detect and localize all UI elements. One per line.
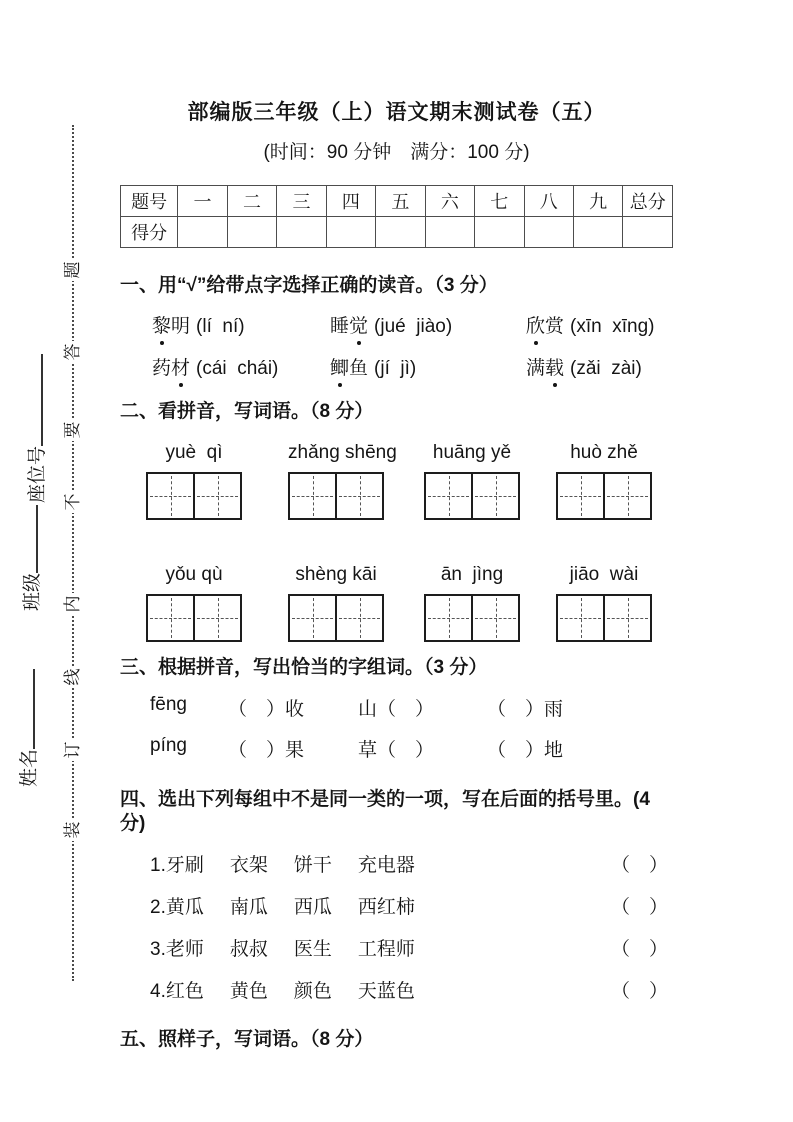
odd-one-out-row xyxy=(120,896,673,920)
writing-grid xyxy=(288,594,384,642)
word-char-dotted: 鲫 xyxy=(330,356,349,382)
score-table-header-cell: 一 xyxy=(178,186,227,217)
writing-grid xyxy=(146,594,242,642)
binding-line-char: 内 xyxy=(61,593,85,615)
score-table-header-cell: 七 xyxy=(475,186,524,217)
tianzige-cell xyxy=(148,596,193,640)
section4-body xyxy=(120,854,673,1004)
score-cell-empty xyxy=(376,217,425,248)
score-table-header-cell: 八 xyxy=(524,186,573,217)
writing-grid xyxy=(288,472,384,520)
tianzige-cell xyxy=(471,474,518,518)
answer-bracket: （ ） xyxy=(610,981,668,1002)
pronunciation-row xyxy=(120,314,673,340)
tianzige-cell xyxy=(290,474,335,518)
seat-number-blank xyxy=(41,354,43,446)
word-char: 赏 xyxy=(545,316,565,337)
word-char-dotted: 觉 xyxy=(349,314,368,340)
section1-heading: 一、用“√”给带点字选择正确的读音。（3 分） xyxy=(120,275,498,296)
pinyin-grid-row xyxy=(120,442,673,520)
score-cell-empty xyxy=(227,217,276,248)
section5-heading: 五、照样子，写词语。（8 分） xyxy=(120,1029,374,1050)
writing-grid xyxy=(556,594,652,642)
word-writing-unit xyxy=(556,442,652,520)
word-option: 充电器 xyxy=(357,855,415,876)
word-option: 叔叔 xyxy=(229,939,268,960)
fill-character-row xyxy=(120,680,673,721)
tianzige-cell xyxy=(558,474,603,518)
odd-one-out-row xyxy=(120,854,673,878)
score-table-header-cell: 四 xyxy=(326,186,375,217)
word-writing-unit xyxy=(556,564,652,642)
pinyin-options: (xīn xīng) xyxy=(570,316,655,337)
word-char: 睡 xyxy=(330,316,350,337)
score-table-header-cell: 六 xyxy=(425,186,474,217)
seat-number-label xyxy=(25,323,51,503)
pinyin-options: (cái chái) xyxy=(196,358,279,379)
pronunciation-item xyxy=(330,356,526,382)
tianzige-cell xyxy=(603,596,650,640)
word-writing-unit xyxy=(146,442,242,520)
score-table-header-cell: 九 xyxy=(573,186,622,217)
score-table-header-cell: 二 xyxy=(227,186,276,217)
score-cell-empty xyxy=(623,217,673,248)
score-table-header-cell: 三 xyxy=(277,186,326,217)
writing-grid xyxy=(146,472,242,520)
word-option: 颜色 xyxy=(293,981,332,1002)
binding-line-char: 题 xyxy=(61,259,85,281)
pinyin-label: yǒu qù xyxy=(165,564,223,585)
pinyin-label: huò zhě xyxy=(570,442,638,463)
tianzige-cell xyxy=(335,596,382,640)
page-subtitle: (时间：90 分钟 满分：100 分) xyxy=(263,142,530,163)
answer-bracket: （ ） xyxy=(610,897,668,918)
writing-grid xyxy=(424,472,520,520)
word-char: 满 xyxy=(526,358,546,379)
tianzige-cell xyxy=(335,474,382,518)
target-word xyxy=(152,316,190,337)
score-cell-empty xyxy=(524,217,573,248)
binding-dotted-line xyxy=(72,125,74,981)
word-option: 4.红色 xyxy=(150,981,204,1002)
pronunciation-row xyxy=(120,356,673,382)
pinyin-label: fēng xyxy=(150,694,187,715)
section2-heading: 二、看拼音，写词语。（8 分） xyxy=(120,401,374,422)
score-cell-empty xyxy=(573,217,622,248)
tianzige-cell xyxy=(290,596,335,640)
fill-blank-phrase: （ ）地 xyxy=(487,740,564,761)
word-char-dotted: 载 xyxy=(545,356,564,382)
word-char-dotted: 材 xyxy=(171,356,190,382)
fill-blank-phrase: （ ）雨 xyxy=(487,699,564,720)
class-text: 班级 xyxy=(22,572,43,611)
fill-blank-phrase: （ ）果 xyxy=(228,740,305,761)
binding-line-char: 不 xyxy=(61,491,85,513)
tianzige-cell xyxy=(426,596,471,640)
binding-line-char: 答 xyxy=(61,341,85,363)
word-writing-unit xyxy=(424,442,520,520)
score-table-corner-cell: 题号 xyxy=(121,186,178,217)
pinyin-label: yuè qì xyxy=(165,442,223,463)
pinyin-label: shèng kāi xyxy=(295,564,377,585)
section3-body xyxy=(120,680,673,762)
target-word xyxy=(152,358,190,379)
target-word xyxy=(330,358,368,379)
binding-line-char: 订 xyxy=(61,739,85,761)
section4-heading: 四、选出下列每组中不是同一类的一项，写在后面的括号里。(4 分) xyxy=(120,789,650,834)
pinyin-options: (lí ní) xyxy=(196,316,245,337)
word-char: 鱼 xyxy=(349,358,369,379)
writing-grid xyxy=(424,594,520,642)
answer-bracket: （ ） xyxy=(610,939,668,960)
score-table xyxy=(120,185,673,248)
pronunciation-item xyxy=(330,314,526,340)
pinyin-options: (zǎi zài) xyxy=(570,358,642,379)
word-option: 西红柿 xyxy=(357,897,415,918)
score-table-header-cell: 总分 xyxy=(623,186,673,217)
word-option: 南瓜 xyxy=(229,897,268,918)
score-cell-empty xyxy=(425,217,474,248)
word-option: 医生 xyxy=(293,939,332,960)
tianzige-cell xyxy=(148,474,193,518)
pinyin-label: jiāo wài xyxy=(569,564,639,585)
fill-blank-phrase: 草（ ） xyxy=(358,740,435,761)
word-option: 1.牙刷 xyxy=(150,855,204,876)
class-label xyxy=(20,491,46,611)
binding-line-char: 要 xyxy=(61,419,85,441)
score-table-score-row xyxy=(121,217,673,248)
pinyin-label: píng xyxy=(150,735,187,756)
pronunciation-item xyxy=(526,314,655,340)
odd-one-out-row xyxy=(120,938,673,962)
binding-line-char: 装 xyxy=(61,819,85,841)
tianzige-cell xyxy=(193,474,240,518)
writing-grid xyxy=(556,472,652,520)
pinyin-options: (jué jiào) xyxy=(374,316,453,337)
section2-body xyxy=(120,442,673,642)
target-word xyxy=(526,316,564,337)
tianzige-cell xyxy=(426,474,471,518)
word-option: 天蓝色 xyxy=(357,981,415,1002)
word-option: 饼干 xyxy=(293,855,332,876)
tianzige-cell xyxy=(603,474,650,518)
target-word xyxy=(526,358,564,379)
word-option: 2.黄瓜 xyxy=(150,897,204,918)
score-cell-empty xyxy=(178,217,227,248)
pinyin-label: zhǎng shēng xyxy=(288,442,397,463)
word-option: 3.老师 xyxy=(150,939,204,960)
word-char: 药 xyxy=(152,358,172,379)
target-word xyxy=(330,316,368,337)
answer-bracket: （ ） xyxy=(610,855,668,876)
pinyin-grid-row xyxy=(120,564,673,642)
word-option: 工程师 xyxy=(357,939,415,960)
name-text: 姓名 xyxy=(19,748,40,787)
word-option: 西瓜 xyxy=(293,897,332,918)
word-option: 黄色 xyxy=(229,981,268,1002)
fill-character-row xyxy=(120,721,673,762)
class-blank xyxy=(36,505,38,573)
score-cell-empty xyxy=(277,217,326,248)
score-table-header-cell: 五 xyxy=(376,186,425,217)
score-cell-empty xyxy=(326,217,375,248)
pronunciation-item xyxy=(152,314,330,340)
pinyin-options: (jí jì) xyxy=(374,358,417,379)
page-title: 部编版三年级（上）语文期末测试卷（五） xyxy=(187,101,606,124)
pinyin-label: ān jìng xyxy=(440,564,504,585)
pronunciation-item xyxy=(152,356,330,382)
word-option: 衣架 xyxy=(229,855,268,876)
section1-body xyxy=(120,314,673,382)
name-blank xyxy=(33,669,35,749)
score-cell-empty xyxy=(475,217,524,248)
seat-number-text: 座位号 xyxy=(27,445,48,503)
tianzige-cell xyxy=(471,596,518,640)
word-writing-unit xyxy=(424,564,520,642)
word-char: 明 xyxy=(171,316,191,337)
word-writing-unit xyxy=(288,564,384,642)
score-table-header-row xyxy=(121,186,673,217)
section3-heading: 三、根据拼音，写出恰当的字组词。（3 分） xyxy=(120,657,488,678)
fill-blank-phrase: 山（ ） xyxy=(358,699,435,720)
fill-blank-phrase: （ ）收 xyxy=(228,699,305,720)
odd-one-out-row xyxy=(120,980,673,1004)
tianzige-cell xyxy=(193,596,240,640)
word-writing-unit xyxy=(288,442,397,520)
content xyxy=(120,0,673,1052)
binding-line-char: 线 xyxy=(61,666,85,688)
name-label xyxy=(17,657,43,787)
score-row-label: 得分 xyxy=(121,217,178,248)
word-char-dotted: 黎 xyxy=(152,314,171,340)
pronunciation-item xyxy=(526,356,642,382)
word-char-dotted: 欣 xyxy=(526,314,545,340)
word-writing-unit xyxy=(146,564,242,642)
pinyin-label: huāng yě xyxy=(432,442,512,463)
tianzige-cell xyxy=(558,596,603,640)
